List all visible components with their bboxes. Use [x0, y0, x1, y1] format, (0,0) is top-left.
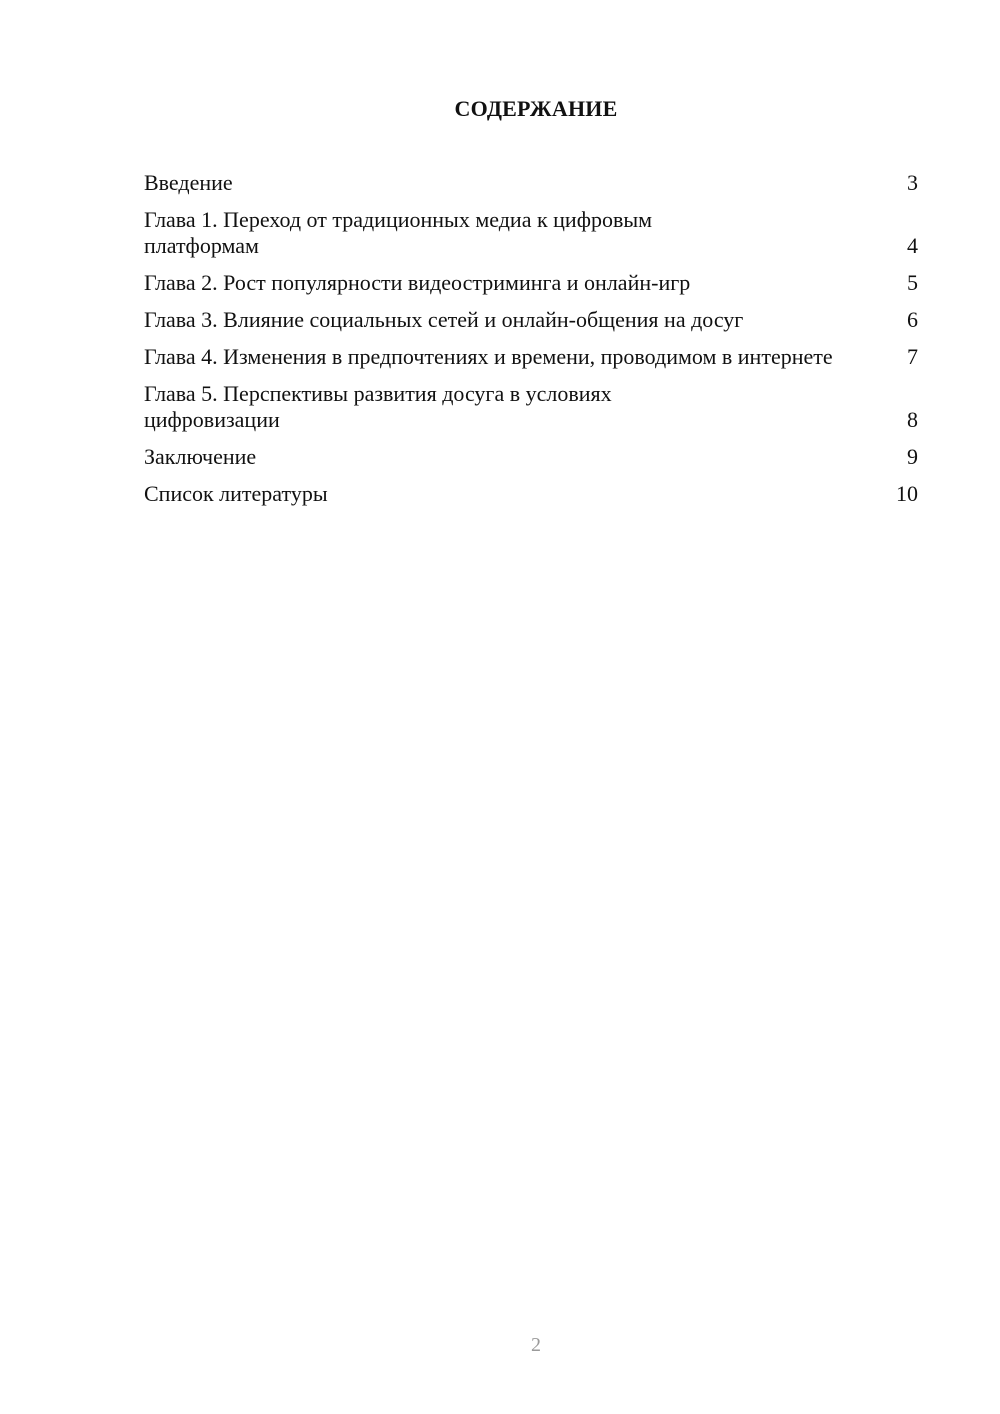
toc-entry-references	[144, 481, 918, 507]
toc-entry-page: 9	[907, 444, 918, 469]
page-number: 2	[531, 1334, 541, 1356]
toc-entry-chapter-2	[144, 270, 918, 296]
toc-entry-chapter-3	[144, 307, 918, 333]
toc-entry-page: 7	[907, 344, 918, 369]
toc-entry-page: 10	[896, 481, 918, 506]
toc-entry-title: Глава 5. Перспективы развития досуга в условиях цифровизации	[144, 381, 612, 432]
toc-entry-title: Заключение	[144, 444, 257, 469]
toc-entry-chapter-1	[144, 207, 918, 259]
toc-entry-page: 4	[907, 233, 918, 258]
toc-entry-title: Глава 1. Переход от традиционных медиа к цифровым платформам	[144, 207, 653, 258]
toc-entry-page: 8	[907, 407, 918, 432]
toc-entry-chapter-5	[144, 381, 918, 433]
toc-entry-chapter-4	[144, 344, 918, 370]
toc-entry-title: Глава 2. Рост популярности видеостриминга и онлайн-игр	[144, 270, 691, 295]
toc-entry-conclusion	[144, 444, 918, 470]
toc-entry-title: Список литературы	[144, 481, 328, 506]
toc-entry-title: Введение	[144, 170, 233, 195]
toc-heading: СОДЕРЖАНИЕ	[454, 96, 618, 121]
toc-entry-title: Глава 4. Изменения в предпочтениях и времени, проводимом в интернете	[144, 344, 833, 369]
toc-entry-title: Глава 3. Влияние социальных сетей и онлайн-общения на досуг	[144, 307, 744, 332]
toc-entry-page: 6	[907, 307, 918, 332]
toc-entry-introduction	[144, 170, 918, 196]
table-of-contents	[144, 170, 918, 518]
toc-entry-page: 5	[907, 270, 918, 295]
toc-entry-page: 3	[907, 170, 918, 195]
